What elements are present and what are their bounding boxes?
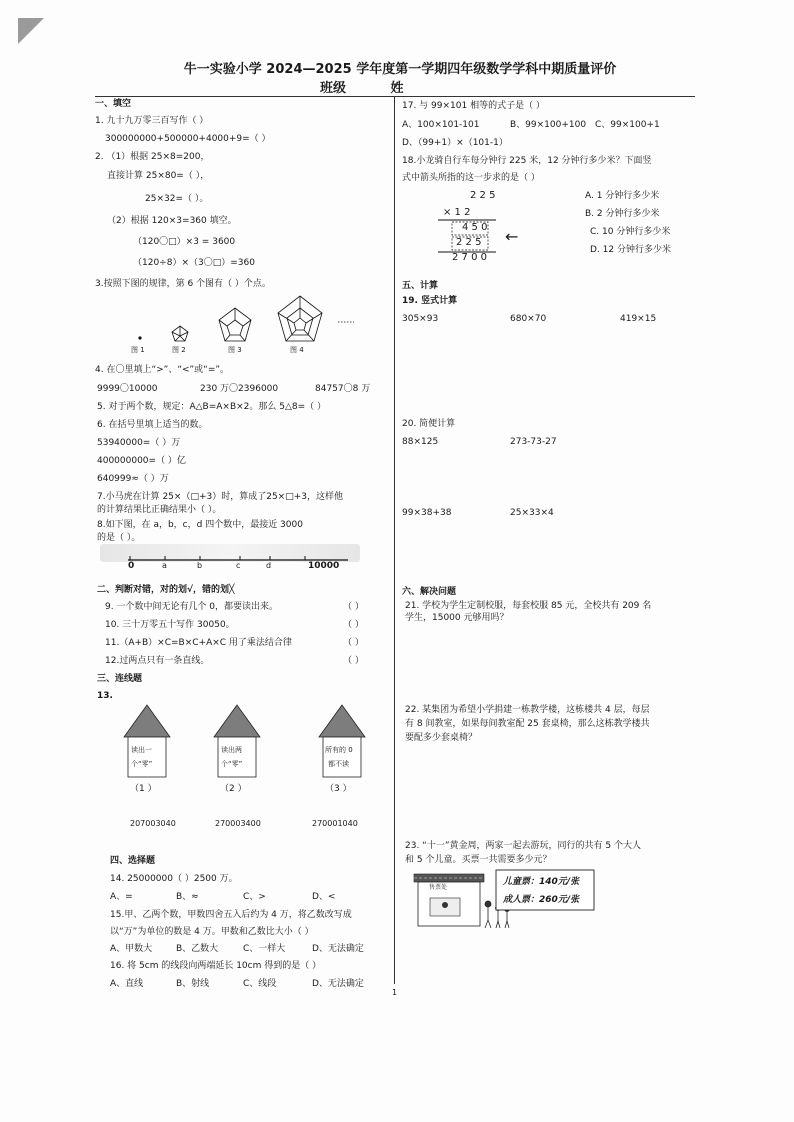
q6-b: 400000000=（ ）亿 [97, 456, 186, 466]
page-number: 1 [392, 988, 398, 997]
exam-title: 牛一实验小学 2024—2025 学年度第一学期四年级数学学科中期质量评价 [183, 62, 617, 77]
q6-a: 53940000=（ ）万 [97, 438, 181, 448]
q2-part-e: （120÷8）×（3〇□）=360 [133, 258, 255, 268]
fig-label-4: 图 4 [290, 346, 304, 354]
class-name-line [320, 77, 444, 96]
q15-line1: 15.甲、乙两个数，甲数四舍五入后约为 4 万，将乙数改写成 [110, 910, 352, 920]
q2-part-b: 25×32=（ ）。 [145, 194, 209, 204]
q16-option-c[interactable]: C、线段 [243, 979, 277, 989]
q11-answer[interactable]: （ ） [343, 638, 364, 648]
q14-option-d[interactable]: D、< [312, 892, 336, 902]
house1-line1: 读出一 [131, 746, 152, 754]
q4-a: 9999〇10000 [97, 384, 158, 394]
vertical-calc-225: 2 2 5 [470, 190, 496, 201]
scan-corner-mark [18, 18, 44, 44]
q15-option-d[interactable]: D、无法确定 [312, 944, 364, 954]
figure4-pentagon [278, 296, 322, 341]
name-label: 姓 [390, 81, 404, 96]
q21-line1: 21. 学校为学生定制校服，每套校服 85 元，全校共有 209 名 [405, 601, 652, 611]
house3-label: （3 ） [325, 784, 352, 794]
match-number-2: 270003400 [215, 819, 261, 828]
q12-answer[interactable]: （ ） [343, 656, 364, 666]
section-problems: 六、解决问题 [402, 587, 457, 597]
q6-text: 6. 在括号里填上适当的数。 [97, 420, 208, 430]
q17-option-c[interactable]: C、99×100+1 [595, 120, 660, 130]
q1-line1: 1. 九十九万零三百写作（ ） [95, 116, 209, 126]
q14-option-b[interactable]: B、≈ [176, 892, 199, 902]
calc-680x70: 680×70 [510, 314, 547, 324]
house2-line2: 个“零” [221, 760, 243, 768]
booth-icon [414, 874, 484, 926]
class-label: 班级 [320, 81, 347, 96]
section-choice: 四、选择题 [110, 856, 156, 866]
fig-label-3: 图 3 [228, 346, 242, 354]
match-number-1: 207003040 [130, 819, 176, 828]
fig-label-1: 图 1 [131, 346, 145, 354]
house1-label: （1 ） [130, 784, 157, 794]
house2-line1: 读出两 [221, 746, 242, 754]
figure3-pentagon [219, 308, 251, 341]
house3-line2: 都不读 [328, 760, 349, 768]
q18-option-a[interactable]: A. 1 分钟行多少米 [585, 191, 660, 201]
vertical-calc-2700: 2 7 0 0 [452, 252, 487, 263]
q10-text: 10. 三十万零五十写作 30050。 [105, 620, 235, 630]
column-divider [394, 96, 395, 984]
number-line-d: d [266, 561, 272, 570]
number-line-end: 10000 [308, 561, 340, 571]
q17-option-b[interactable]: B、99×100+100 [510, 120, 587, 130]
q2-part-2: （2）根据 120×3=360 填空。 [107, 216, 237, 226]
calc-305x93: 305×93 [402, 314, 439, 324]
section-fill-blank: 一、填空 [95, 99, 132, 109]
q2-part-a: 直接计算 25×80=（ ）， [107, 171, 210, 181]
q13-label: 13. [97, 691, 113, 701]
q18-option-d[interactable]: D. 12 分钟行多少米 [590, 245, 671, 255]
q14-option-c[interactable]: C、> [243, 892, 266, 902]
house2-label: （2 ） [220, 784, 247, 794]
q18-line2: 式中箭头所指的这一步求的是（ ） [402, 173, 540, 183]
q18-line1: 18.小龙骑自行车每分钟行 225 米，12 分钟行多少米？下面竖 [402, 156, 652, 166]
q1-line2: 300000000+500000+4000+9=（ ） [105, 134, 271, 144]
q15-option-a[interactable]: A、甲数大 [110, 944, 153, 954]
section-calc: 五、计算 [402, 281, 439, 291]
booth-sign: 售票处 [429, 884, 448, 891]
number-line-c: c [236, 561, 241, 570]
house1-line2: 个“零” [131, 760, 153, 768]
q12-text: 12.过两点只有一条直线。 [105, 656, 210, 666]
q23-line2: 和 5 个儿童。买票一共需要多少元？ [405, 855, 552, 865]
q21-line2: 学生，15000 元够用吗？ [405, 613, 509, 623]
q2-part-d: （120〇□）×3 = 3600 [133, 237, 236, 247]
calc-88x125: 88×125 [402, 437, 439, 447]
calc-99x38+38: 99×38+38 [402, 508, 452, 518]
fig-label-2: 图 2 [172, 346, 186, 354]
q22-line2: 有 8 间教室，如果每间教室配 25 套桌椅，那么这栋教学楼共 [405, 719, 650, 729]
q7-line2: 的计算结果比正确结果小（ ）。 [97, 505, 222, 515]
q18-option-c[interactable]: C. 10 分钟行多少米 [590, 227, 671, 237]
q4-text: 4. 在〇里填上“>”、“<”或“=”。 [95, 365, 230, 375]
ticket-price-adult: 成人票：260元/张 [503, 895, 580, 905]
q8-line2: 的是（ ）。 [97, 533, 141, 543]
q4-b: 230 万〇2396000 [200, 384, 279, 394]
q9-text: 9. 一个数中间无论有几个 0，都要读出来。 [105, 602, 279, 612]
q10-answer[interactable]: （ ） [343, 620, 364, 630]
q16-option-d[interactable]: D、无法确定 [312, 979, 364, 989]
q22-line3: 要配多少套桌椅？ [405, 733, 478, 743]
q17-option-a[interactable]: A、100×101-101 [402, 120, 480, 130]
q11-text: 11.（A+B）×C=B×C+A×C 用了乘法结合律 [105, 638, 292, 648]
q4-c: 84757〇8 万 [315, 384, 371, 394]
house3-line1: 所有的 0 [325, 746, 353, 754]
ticket-price-child: 儿童票：140元/张 [503, 877, 580, 887]
section-matching: 三、连线题 [97, 674, 143, 684]
figure2-pentagon [172, 326, 188, 341]
q6-c: 640999≈（ ）万 [97, 474, 169, 484]
q15-option-c[interactable]: C、一样大 [243, 944, 286, 954]
q17-option-d[interactable]: D、（99+1）×（101-1） [402, 138, 508, 148]
vertical-calc-225b: 2 2 5 [456, 237, 482, 248]
q5-text: 5. 对于两个数，规定：A△B=A×B×2。那么 5△8=（ ） [97, 402, 327, 412]
number-line-a: a [162, 561, 167, 570]
q19-text: 19. 竖式计算 [402, 296, 458, 306]
number-line-zero: 0 [128, 561, 135, 571]
q2-intro: 2. （1）根据 25×8=200， [95, 152, 210, 162]
q15-option-b[interactable]: B、乙数大 [176, 944, 219, 954]
q20-text: 20. 简便计算 [402, 419, 456, 429]
q14-text: 14. 25000000（ ）2500 万。 [110, 874, 238, 884]
header-divider [95, 96, 695, 97]
number-line-b: b [197, 561, 203, 570]
match-number-3: 270001040 [312, 819, 358, 828]
calc-25x33x4: 25×33×4 [510, 508, 554, 518]
vertical-calc-x12: × 1 2 [443, 207, 471, 218]
q15-line2: 以“万”为单位的数是 4 万。甲数和乙数比大小（ ） [110, 927, 314, 937]
q16-option-a[interactable]: A、直线 [110, 979, 144, 989]
q18-option-b[interactable]: B. 2 分钟行多少米 [585, 209, 660, 219]
q16-text: 16. 将 5cm 的线段向两端延长 10cm 得到的是（ ） [110, 961, 322, 971]
q23-line1: 23. “十一”黄金周，两家一起去游玩，同行的共有 5 个大人 [405, 841, 641, 851]
q17-text: 17. 与 99×101 相等的式子是（ ） [402, 101, 545, 111]
q3-text: 3.按照下图的规律，第 6 个图有（ ）个点。 [95, 279, 271, 289]
q16-option-b[interactable]: B、射线 [176, 979, 210, 989]
section-true-false: 二、判断对错，对的划√，错的划╳ [97, 585, 235, 595]
calc-273-73-27: 273-73-27 [510, 437, 557, 447]
pointer-arrow-icon: ← [505, 227, 519, 246]
q8-line1: 8.如下图，在 a，b，c，d 四个数中，最接近 3000 [97, 520, 303, 530]
q7-line1: 7.小马虎在计算 25×（□+3）时，算成了25×□+3，这样他 [97, 492, 343, 502]
q9-answer[interactable]: （ ） [343, 602, 364, 612]
vertical-calc-450: 4 5 0 [462, 222, 488, 233]
q14-option-a[interactable]: A、= [110, 892, 133, 902]
figure1-dot [138, 336, 141, 339]
calc-419x15: 419×15 [620, 314, 657, 324]
q22-line1: 22. 某集团为希望小学捐建一栋教学楼，这栋楼共 4 层，每层 [405, 705, 650, 715]
